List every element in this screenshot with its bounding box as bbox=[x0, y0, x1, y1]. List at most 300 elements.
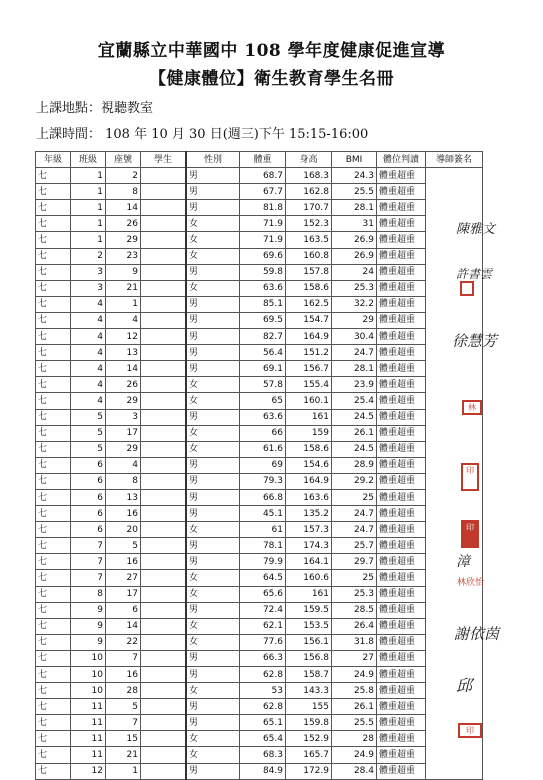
student-cell bbox=[141, 329, 187, 345]
height-cell: 158.7 bbox=[286, 667, 332, 683]
gender-cell: 女 bbox=[186, 232, 240, 248]
bmi-cell: 27 bbox=[332, 650, 377, 666]
status-cell: 體重超重 bbox=[377, 264, 426, 280]
weight-cell: 61.6 bbox=[240, 441, 286, 457]
student-cell bbox=[141, 699, 187, 715]
bmi-cell: 25.8 bbox=[332, 683, 377, 699]
grade-cell: 七 bbox=[36, 296, 71, 312]
grade-cell: 七 bbox=[36, 361, 71, 377]
class-cell: 5 bbox=[71, 425, 106, 441]
table-row bbox=[36, 345, 483, 361]
bmi-cell: 25.7 bbox=[332, 538, 377, 554]
bmi-cell: 25 bbox=[332, 489, 377, 505]
grade-cell: 七 bbox=[36, 618, 71, 634]
bmi-cell: 31 bbox=[332, 216, 377, 232]
seat-cell: 8 bbox=[106, 184, 141, 200]
bmi-cell: 24.5 bbox=[332, 409, 377, 425]
status-cell: 體重超重 bbox=[377, 296, 426, 312]
student-cell bbox=[141, 168, 187, 184]
status-cell: 體重超重 bbox=[377, 650, 426, 666]
status-cell: 體重超重 bbox=[377, 441, 426, 457]
bmi-cell: 29.2 bbox=[332, 473, 377, 489]
gender-cell: 男 bbox=[186, 699, 240, 715]
teacher-signature: 邱 bbox=[456, 676, 473, 695]
status-cell: 體重超重 bbox=[377, 731, 426, 747]
signature-cell bbox=[426, 715, 483, 731]
bmi-cell: 28.9 bbox=[332, 457, 377, 473]
table-row bbox=[36, 731, 483, 747]
weight-cell: 57.8 bbox=[240, 377, 286, 393]
table-row bbox=[36, 248, 483, 264]
weight-cell: 61 bbox=[240, 522, 286, 538]
col-class: 班級 bbox=[71, 152, 106, 168]
student-cell bbox=[141, 538, 187, 554]
weight-cell: 66.8 bbox=[240, 489, 286, 505]
student-cell bbox=[141, 634, 187, 650]
class-cell: 10 bbox=[71, 650, 106, 666]
grade-cell: 七 bbox=[36, 731, 71, 747]
class-cell: 4 bbox=[71, 312, 106, 328]
weight-cell: 63.6 bbox=[240, 280, 286, 296]
height-cell: 154.7 bbox=[286, 312, 332, 328]
gender-cell: 男 bbox=[186, 602, 240, 618]
class-time: 上課時間： 108 年 10 月 30 日(週三)下午 15:15-16:00 bbox=[36, 127, 369, 142]
signature-cell bbox=[426, 602, 483, 618]
grade-cell: 七 bbox=[36, 538, 71, 554]
gender-cell: 女 bbox=[186, 216, 240, 232]
bmi-cell: 29.7 bbox=[332, 554, 377, 570]
signature-cell bbox=[426, 667, 483, 683]
gender-cell: 女 bbox=[186, 377, 240, 393]
signature-cell bbox=[426, 731, 483, 747]
student-cell bbox=[141, 554, 187, 570]
height-cell: 168.3 bbox=[286, 168, 332, 184]
signature-cell bbox=[426, 650, 483, 666]
seat-cell: 15 bbox=[106, 731, 141, 747]
table-row bbox=[36, 393, 483, 409]
gender-cell: 男 bbox=[186, 361, 240, 377]
class-cell: 4 bbox=[71, 329, 106, 345]
status-cell: 體重超重 bbox=[377, 425, 426, 441]
height-cell: 159 bbox=[286, 425, 332, 441]
height-cell: 154.6 bbox=[286, 457, 332, 473]
table-row bbox=[36, 168, 483, 184]
class-cell: 4 bbox=[71, 296, 106, 312]
gender-cell: 男 bbox=[186, 329, 240, 345]
status-cell: 體重超重 bbox=[377, 312, 426, 328]
student-cell bbox=[141, 473, 187, 489]
height-cell: 155.4 bbox=[286, 377, 332, 393]
seat-cell: 5 bbox=[106, 538, 141, 554]
status-cell: 體重超重 bbox=[377, 618, 426, 634]
table-row bbox=[36, 650, 483, 666]
grade-cell: 七 bbox=[36, 667, 71, 683]
student-cell bbox=[141, 650, 187, 666]
status-cell: 體重超重 bbox=[377, 345, 426, 361]
signature-cell bbox=[426, 747, 483, 763]
bmi-cell: 30.4 bbox=[332, 329, 377, 345]
gender-cell: 男 bbox=[186, 506, 240, 522]
bmi-cell: 24.9 bbox=[332, 747, 377, 763]
teacher-stamp: 印 bbox=[458, 723, 482, 738]
gender-cell: 男 bbox=[186, 473, 240, 489]
student-cell bbox=[141, 248, 187, 264]
gender-cell: 男 bbox=[186, 667, 240, 683]
gender-cell: 男 bbox=[186, 312, 240, 328]
gender-cell: 男 bbox=[186, 296, 240, 312]
class-cell: 6 bbox=[71, 522, 106, 538]
status-cell: 體重超重 bbox=[377, 489, 426, 505]
grade-cell: 七 bbox=[36, 248, 71, 264]
height-cell: 160.8 bbox=[286, 248, 332, 264]
status-cell: 體重超重 bbox=[377, 377, 426, 393]
bmi-cell: 28.5 bbox=[332, 602, 377, 618]
student-cell bbox=[141, 280, 187, 296]
col-weight: 體重 bbox=[240, 152, 286, 168]
weight-cell: 59.8 bbox=[240, 264, 286, 280]
signature-cell bbox=[426, 264, 483, 280]
seat-cell: 26 bbox=[106, 377, 141, 393]
class-cell: 3 bbox=[71, 264, 106, 280]
status-cell: 體重超重 bbox=[377, 361, 426, 377]
student-cell bbox=[141, 296, 187, 312]
teacher-stamp: 林 bbox=[462, 400, 482, 415]
seat-cell: 7 bbox=[106, 650, 141, 666]
signature-cell bbox=[426, 634, 483, 650]
seat-cell: 16 bbox=[106, 667, 141, 683]
gender-cell: 男 bbox=[186, 763, 240, 779]
student-cell bbox=[141, 489, 187, 505]
grade-cell: 七 bbox=[36, 554, 71, 570]
signature-cell bbox=[426, 168, 483, 184]
status-cell: 體重超重 bbox=[377, 538, 426, 554]
student-roster-table bbox=[35, 151, 483, 780]
status-cell: 體重超重 bbox=[377, 409, 426, 425]
class-cell: 11 bbox=[71, 731, 106, 747]
signature-cell bbox=[426, 506, 483, 522]
gender-cell: 男 bbox=[186, 457, 240, 473]
bmi-cell: 29 bbox=[332, 312, 377, 328]
teacher-stamp: 林欣怡 bbox=[457, 578, 485, 588]
seat-cell: 17 bbox=[106, 586, 141, 602]
gender-cell: 女 bbox=[186, 618, 240, 634]
signature-cell bbox=[426, 248, 483, 264]
student-cell bbox=[141, 457, 187, 473]
grade-cell: 七 bbox=[36, 216, 71, 232]
weight-cell: 56.4 bbox=[240, 345, 286, 361]
gender-cell: 男 bbox=[186, 409, 240, 425]
weight-cell: 72.4 bbox=[240, 602, 286, 618]
seat-cell: 29 bbox=[106, 393, 141, 409]
seat-cell: 1 bbox=[106, 296, 141, 312]
weight-cell: 69.6 bbox=[240, 248, 286, 264]
gender-cell: 女 bbox=[186, 522, 240, 538]
seat-cell: 16 bbox=[106, 506, 141, 522]
table-header-row bbox=[36, 152, 483, 168]
gender-cell: 男 bbox=[186, 200, 240, 216]
grade-cell: 七 bbox=[36, 570, 71, 586]
signature-cell bbox=[426, 763, 483, 779]
grade-cell: 七 bbox=[36, 280, 71, 296]
gender-cell: 男 bbox=[186, 345, 240, 361]
gender-cell: 男 bbox=[186, 264, 240, 280]
grade-cell: 七 bbox=[36, 168, 71, 184]
weight-cell: 69 bbox=[240, 457, 286, 473]
table-row bbox=[36, 184, 483, 200]
height-cell: 160.1 bbox=[286, 393, 332, 409]
grade-cell: 七 bbox=[36, 763, 71, 779]
grade-cell: 七 bbox=[36, 473, 71, 489]
height-cell: 159.5 bbox=[286, 602, 332, 618]
class-cell: 9 bbox=[71, 618, 106, 634]
status-cell: 體重超重 bbox=[377, 216, 426, 232]
bmi-cell: 24 bbox=[332, 264, 377, 280]
class-cell: 8 bbox=[71, 586, 106, 602]
status-cell: 體重超重 bbox=[377, 393, 426, 409]
height-cell: 155 bbox=[286, 699, 332, 715]
grade-cell: 七 bbox=[36, 312, 71, 328]
weight-cell: 78.1 bbox=[240, 538, 286, 554]
seat-cell: 14 bbox=[106, 618, 141, 634]
class-cell: 6 bbox=[71, 489, 106, 505]
signature-cell bbox=[426, 280, 483, 296]
signature-cell bbox=[426, 393, 483, 409]
class-cell: 1 bbox=[71, 200, 106, 216]
signature-cell bbox=[426, 409, 483, 425]
gender-cell: 女 bbox=[186, 634, 240, 650]
seat-cell: 29 bbox=[106, 441, 141, 457]
signature-cell bbox=[426, 457, 483, 473]
weight-cell: 77.6 bbox=[240, 634, 286, 650]
table-row bbox=[36, 667, 483, 683]
bmi-cell: 24.7 bbox=[332, 506, 377, 522]
gender-cell: 女 bbox=[186, 747, 240, 763]
class-cell: 1 bbox=[71, 184, 106, 200]
signature-cell bbox=[426, 586, 483, 602]
status-cell: 體重超重 bbox=[377, 168, 426, 184]
class-cell: 11 bbox=[71, 715, 106, 731]
height-cell: 162.5 bbox=[286, 296, 332, 312]
student-cell bbox=[141, 345, 187, 361]
bmi-cell: 26.9 bbox=[332, 248, 377, 264]
seat-cell: 1 bbox=[106, 763, 141, 779]
student-cell bbox=[141, 522, 187, 538]
grade-cell: 七 bbox=[36, 232, 71, 248]
signature-cell bbox=[426, 473, 483, 489]
bmi-cell: 25.5 bbox=[332, 715, 377, 731]
class-cell: 4 bbox=[71, 361, 106, 377]
student-cell bbox=[141, 506, 187, 522]
class-cell: 10 bbox=[71, 667, 106, 683]
weight-cell: 81.8 bbox=[240, 200, 286, 216]
grade-cell: 七 bbox=[36, 747, 71, 763]
table-row bbox=[36, 232, 483, 248]
table-row bbox=[36, 425, 483, 441]
table-row bbox=[36, 538, 483, 554]
weight-cell: 63.6 bbox=[240, 409, 286, 425]
table-row bbox=[36, 522, 483, 538]
col-grade: 年級 bbox=[36, 152, 71, 168]
grade-cell: 七 bbox=[36, 200, 71, 216]
seat-cell: 6 bbox=[106, 602, 141, 618]
bmi-cell: 25.3 bbox=[332, 586, 377, 602]
student-cell bbox=[141, 184, 187, 200]
seat-cell: 21 bbox=[106, 747, 141, 763]
table-row bbox=[36, 618, 483, 634]
status-cell: 體重超重 bbox=[377, 715, 426, 731]
student-cell bbox=[141, 441, 187, 457]
col-teacher-signature: 導師簽名 bbox=[426, 152, 483, 168]
grade-cell: 七 bbox=[36, 586, 71, 602]
grade-cell: 七 bbox=[36, 393, 71, 409]
student-cell bbox=[141, 731, 187, 747]
bmi-cell: 24.5 bbox=[332, 441, 377, 457]
class-cell: 6 bbox=[71, 506, 106, 522]
status-cell: 體重超重 bbox=[377, 602, 426, 618]
table-row bbox=[36, 683, 483, 699]
height-cell: 156.8 bbox=[286, 650, 332, 666]
bmi-cell: 26.1 bbox=[332, 699, 377, 715]
status-cell: 體重超重 bbox=[377, 200, 426, 216]
bmi-cell: 24.3 bbox=[332, 168, 377, 184]
seat-cell: 2 bbox=[106, 168, 141, 184]
bmi-cell: 26.4 bbox=[332, 618, 377, 634]
teacher-signature: 漳 bbox=[456, 554, 470, 570]
signature-cell bbox=[426, 312, 483, 328]
class-cell: 6 bbox=[71, 473, 106, 489]
height-cell: 143.3 bbox=[286, 683, 332, 699]
table-row bbox=[36, 264, 483, 280]
status-cell: 體重超重 bbox=[377, 329, 426, 345]
table-row bbox=[36, 216, 483, 232]
signature-cell bbox=[426, 216, 483, 232]
height-cell: 160.6 bbox=[286, 570, 332, 586]
table-row bbox=[36, 280, 483, 296]
status-cell: 體重超重 bbox=[377, 586, 426, 602]
seat-cell: 13 bbox=[106, 345, 141, 361]
weight-cell: 79.3 bbox=[240, 473, 286, 489]
table-row bbox=[36, 489, 483, 505]
signature-cell bbox=[426, 538, 483, 554]
teacher-signature: 謝依茵 bbox=[454, 625, 500, 643]
table-row bbox=[36, 473, 483, 489]
table-row bbox=[36, 602, 483, 618]
gender-cell: 男 bbox=[186, 168, 240, 184]
seat-cell: 22 bbox=[106, 634, 141, 650]
bmi-cell: 25.4 bbox=[332, 393, 377, 409]
grade-cell: 七 bbox=[36, 715, 71, 731]
grade-cell: 七 bbox=[36, 409, 71, 425]
height-cell: 158.6 bbox=[286, 441, 332, 457]
seat-cell: 28 bbox=[106, 683, 141, 699]
student-cell bbox=[141, 377, 187, 393]
grade-cell: 七 bbox=[36, 345, 71, 361]
height-cell: 164.9 bbox=[286, 329, 332, 345]
status-cell: 體重超重 bbox=[377, 747, 426, 763]
bmi-cell: 28 bbox=[332, 731, 377, 747]
seat-cell: 4 bbox=[106, 312, 141, 328]
weight-cell: 65.1 bbox=[240, 715, 286, 731]
weight-cell: 71.9 bbox=[240, 232, 286, 248]
table-row bbox=[36, 457, 483, 473]
height-cell: 163.6 bbox=[286, 489, 332, 505]
student-cell bbox=[141, 425, 187, 441]
bmi-cell: 23.9 bbox=[332, 377, 377, 393]
col-student: 學生 bbox=[141, 152, 187, 168]
status-cell: 體重超重 bbox=[377, 280, 426, 296]
class-cell: 7 bbox=[71, 554, 106, 570]
gender-cell: 男 bbox=[186, 715, 240, 731]
weight-cell: 65.4 bbox=[240, 731, 286, 747]
student-cell bbox=[141, 667, 187, 683]
bmi-cell: 32.2 bbox=[332, 296, 377, 312]
weight-cell: 65 bbox=[240, 393, 286, 409]
grade-cell: 七 bbox=[36, 264, 71, 280]
seat-cell: 7 bbox=[106, 715, 141, 731]
class-cell: 6 bbox=[71, 457, 106, 473]
signature-cell bbox=[426, 232, 483, 248]
seat-cell: 27 bbox=[106, 570, 141, 586]
document-title: 宜蘭縣立中華國中 108 學年度健康促進宣導 bbox=[97, 41, 446, 61]
seat-cell: 14 bbox=[106, 361, 141, 377]
class-cell: 4 bbox=[71, 345, 106, 361]
height-cell: 163.5 bbox=[286, 232, 332, 248]
gender-cell: 女 bbox=[186, 683, 240, 699]
seat-cell: 14 bbox=[106, 200, 141, 216]
height-cell: 164.9 bbox=[286, 473, 332, 489]
signature-cell bbox=[426, 618, 483, 634]
bmi-cell: 26.1 bbox=[332, 425, 377, 441]
table-row bbox=[36, 506, 483, 522]
weight-cell: 79.9 bbox=[240, 554, 286, 570]
signature-cell bbox=[426, 522, 483, 538]
class-cell: 1 bbox=[71, 168, 106, 184]
grade-cell: 七 bbox=[36, 634, 71, 650]
student-cell bbox=[141, 747, 187, 763]
grade-cell: 七 bbox=[36, 489, 71, 505]
table-row bbox=[36, 715, 483, 731]
weight-cell: 62.8 bbox=[240, 699, 286, 715]
class-cell: 2 bbox=[71, 248, 106, 264]
table-row bbox=[36, 763, 483, 779]
table-row bbox=[36, 441, 483, 457]
weight-cell: 64.5 bbox=[240, 570, 286, 586]
weight-cell: 68.7 bbox=[240, 168, 286, 184]
student-cell bbox=[141, 393, 187, 409]
grade-cell: 七 bbox=[36, 184, 71, 200]
bmi-cell: 25.5 bbox=[332, 184, 377, 200]
class-cell: 9 bbox=[71, 634, 106, 650]
class-cell: 5 bbox=[71, 441, 106, 457]
table-row bbox=[36, 570, 483, 586]
height-cell: 156.7 bbox=[286, 361, 332, 377]
seat-cell: 8 bbox=[106, 473, 141, 489]
status-cell: 體重超重 bbox=[377, 522, 426, 538]
weight-cell: 66.3 bbox=[240, 650, 286, 666]
grade-cell: 七 bbox=[36, 457, 71, 473]
table-row bbox=[36, 634, 483, 650]
bmi-cell: 28.4 bbox=[332, 763, 377, 779]
student-cell bbox=[141, 570, 187, 586]
weight-cell: 84.9 bbox=[240, 763, 286, 779]
student-cell bbox=[141, 715, 187, 731]
height-cell: 165.7 bbox=[286, 747, 332, 763]
signature-cell bbox=[426, 489, 483, 505]
class-cell: 12 bbox=[71, 763, 106, 779]
status-cell: 體重超重 bbox=[377, 667, 426, 683]
height-cell: 172.9 bbox=[286, 763, 332, 779]
student-cell bbox=[141, 586, 187, 602]
